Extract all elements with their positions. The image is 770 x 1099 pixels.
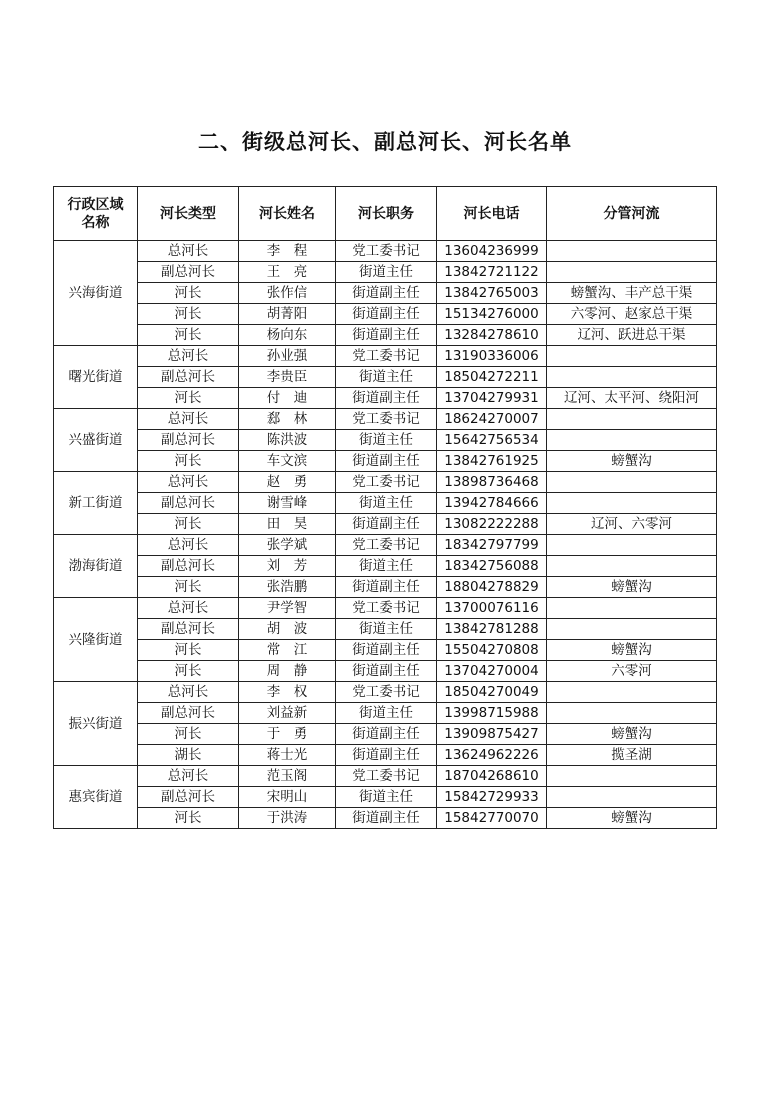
chief-type-cell: 总河长 [138,472,239,493]
chief-position-cell: 街道副主任 [336,451,437,472]
managed-rivers-cell: 辽河、六零河 [547,514,717,535]
chief-phone-cell: 18624270007 [437,409,547,430]
managed-rivers-cell [547,703,717,724]
header-rivers: 分管河流 [547,187,717,241]
managed-rivers-cell: 螃蟹沟 [547,724,717,745]
managed-rivers-cell: 六零河、赵家总干渠 [547,304,717,325]
chief-name-cell: 李贵臣 [239,367,336,388]
chief-position-cell: 街道副主任 [336,283,437,304]
river-chief-table [53,186,717,829]
chief-position-cell: 党工委书记 [336,535,437,556]
chief-name-cell: 付 迪 [239,388,336,409]
chief-type-cell: 副总河长 [138,262,239,283]
district-name-cell: 兴盛街道 [54,409,138,472]
chief-name-cell: 赵 勇 [239,472,336,493]
chief-name-cell: 于洪涛 [239,808,336,829]
table-row [54,409,717,430]
table-body [54,241,717,829]
managed-rivers-cell [547,430,717,451]
chief-type-cell: 副总河长 [138,787,239,808]
managed-rivers-cell: 螃蟹沟 [547,640,717,661]
chief-type-cell: 河长 [138,451,239,472]
chief-position-cell: 街道主任 [336,703,437,724]
chief-phone-cell: 13842761925 [437,451,547,472]
chief-position-cell: 党工委书记 [336,241,437,262]
chief-phone-cell: 18504270049 [437,682,547,703]
chief-type-cell: 总河长 [138,535,239,556]
table-row [54,367,717,388]
chief-position-cell: 党工委书记 [336,766,437,787]
chief-name-cell: 尹学智 [239,598,336,619]
chief-name-cell: 张作信 [239,283,336,304]
table-row [54,577,717,598]
chief-name-cell: 常 江 [239,640,336,661]
chief-phone-cell: 13842721122 [437,262,547,283]
header-phone: 河长电话 [437,187,547,241]
chief-phone-cell: 13704270004 [437,661,547,682]
chief-type-cell: 河长 [138,388,239,409]
chief-type-cell: 总河长 [138,346,239,367]
district-name-cell: 渤海街道 [54,535,138,598]
table-row [54,640,717,661]
table-row [54,703,717,724]
chief-type-cell: 副总河长 [138,703,239,724]
managed-rivers-cell: 螃蟹沟 [547,808,717,829]
chief-name-cell: 张浩鹏 [239,577,336,598]
table-row [54,598,717,619]
chief-position-cell: 街道主任 [336,262,437,283]
chief-type-cell: 河长 [138,724,239,745]
chief-position-cell: 街道副主任 [336,661,437,682]
chief-name-cell: 田 昊 [239,514,336,535]
managed-rivers-cell: 辽河、太平河、绕阳河 [547,388,717,409]
chief-type-cell: 河长 [138,325,239,346]
header-name: 河长姓名 [239,187,336,241]
table-row [54,304,717,325]
chief-name-cell: 李 权 [239,682,336,703]
header-district-line2: 名称 [81,214,110,231]
chief-position-cell: 街道主任 [336,787,437,808]
table-row [54,787,717,808]
managed-rivers-cell [547,619,717,640]
chief-phone-cell: 13842781288 [437,619,547,640]
chief-name-cell: 孙业强 [239,346,336,367]
table-row [54,556,717,577]
chief-position-cell: 街道副主任 [336,808,437,829]
chief-name-cell: 周 静 [239,661,336,682]
chief-position-cell: 党工委书记 [336,598,437,619]
chief-type-cell: 河长 [138,808,239,829]
chief-type-cell: 副总河长 [138,493,239,514]
chief-type-cell: 总河长 [138,682,239,703]
chief-type-cell: 总河长 [138,598,239,619]
managed-rivers-cell [547,409,717,430]
chief-phone-cell: 15842770070 [437,808,547,829]
chief-type-cell: 总河长 [138,766,239,787]
district-name-cell: 新工街道 [54,472,138,535]
chief-phone-cell: 13284278610 [437,325,547,346]
chief-phone-cell: 15642756534 [437,430,547,451]
chief-name-cell: 范玉阁 [239,766,336,787]
chief-position-cell: 党工委书记 [336,346,437,367]
chief-phone-cell: 18804278829 [437,577,547,598]
chief-position-cell: 街道副主任 [336,640,437,661]
table-header-row [54,187,717,241]
managed-rivers-cell: 螃蟹沟 [547,451,717,472]
managed-rivers-cell [547,346,717,367]
table-row [54,472,717,493]
chief-name-cell: 胡 波 [239,619,336,640]
chief-type-cell: 河长 [138,304,239,325]
chief-type-cell: 湖长 [138,745,239,766]
chief-name-cell: 郄 林 [239,409,336,430]
table-row [54,514,717,535]
chief-phone-cell: 15842729933 [437,787,547,808]
chief-position-cell: 街道主任 [336,367,437,388]
managed-rivers-cell [547,556,717,577]
chief-name-cell: 李 程 [239,241,336,262]
chief-phone-cell: 18504272211 [437,367,547,388]
table-row [54,430,717,451]
managed-rivers-cell [547,766,717,787]
chief-position-cell: 党工委书记 [336,682,437,703]
chief-type-cell: 河长 [138,577,239,598]
chief-position-cell: 街道副主任 [336,514,437,535]
district-name-cell: 曙光街道 [54,346,138,409]
managed-rivers-cell: 揽圣湖 [547,745,717,766]
chief-name-cell: 刘 芳 [239,556,336,577]
chief-name-cell: 车文滨 [239,451,336,472]
table-row [54,283,717,304]
header-position: 河长职务 [336,187,437,241]
chief-phone-cell: 18704268610 [437,766,547,787]
chief-name-cell: 王 亮 [239,262,336,283]
chief-position-cell: 街道主任 [336,430,437,451]
managed-rivers-cell [547,787,717,808]
chief-phone-cell: 13942784666 [437,493,547,514]
table-row [54,745,717,766]
chief-phone-cell: 13700076116 [437,598,547,619]
table-row [54,241,717,262]
chief-position-cell: 街道副主任 [336,577,437,598]
chief-phone-cell: 13082222288 [437,514,547,535]
district-name-cell: 振兴街道 [54,682,138,766]
header-district [54,187,138,241]
managed-rivers-cell [547,535,717,556]
chief-name-cell: 陈洪波 [239,430,336,451]
chief-phone-cell: 13190336006 [437,346,547,367]
chief-phone-cell: 13604236999 [437,241,547,262]
chief-phone-cell: 13998715988 [437,703,547,724]
chief-type-cell: 副总河长 [138,556,239,577]
table-row [54,388,717,409]
chief-name-cell: 杨向东 [239,325,336,346]
table-row [54,535,717,556]
chief-type-cell: 河长 [138,640,239,661]
table-row [54,808,717,829]
chief-position-cell: 街道主任 [336,493,437,514]
chief-type-cell: 副总河长 [138,619,239,640]
chief-position-cell: 街道副主任 [336,304,437,325]
chief-phone-cell: 15134276000 [437,304,547,325]
managed-rivers-cell [547,493,717,514]
chief-type-cell: 副总河长 [138,367,239,388]
managed-rivers-cell [547,262,717,283]
chief-position-cell: 党工委书记 [336,472,437,493]
chief-name-cell: 刘益新 [239,703,336,724]
chief-position-cell: 街道副主任 [336,724,437,745]
district-name-cell: 兴海街道 [54,241,138,346]
chief-phone-cell: 13842765003 [437,283,547,304]
managed-rivers-cell [547,472,717,493]
table-row [54,619,717,640]
table-row [54,724,717,745]
chief-type-cell: 河长 [138,514,239,535]
managed-rivers-cell [547,367,717,388]
chief-name-cell: 胡菁阳 [239,304,336,325]
chief-phone-cell: 15504270808 [437,640,547,661]
district-name-cell: 兴隆街道 [54,598,138,682]
chief-name-cell: 蒋士光 [239,745,336,766]
chief-position-cell: 街道副主任 [336,325,437,346]
header-type: 河长类型 [138,187,239,241]
table-row [54,262,717,283]
district-name-cell: 惠宾街道 [54,766,138,829]
chief-type-cell: 副总河长 [138,430,239,451]
chief-position-cell: 街道主任 [336,619,437,640]
chief-phone-cell: 18342797799 [437,535,547,556]
chief-name-cell: 谢雪峰 [239,493,336,514]
managed-rivers-cell: 六零河 [547,661,717,682]
table-row [54,451,717,472]
managed-rivers-cell: 螃蟹沟 [547,577,717,598]
chief-position-cell: 街道副主任 [336,388,437,409]
chief-name-cell: 于 勇 [239,724,336,745]
header-district-line1: 行政区域 [67,196,124,213]
chief-position-cell: 党工委书记 [336,409,437,430]
chief-phone-cell: 13898736468 [437,472,547,493]
managed-rivers-cell [547,598,717,619]
chief-type-cell: 总河长 [138,241,239,262]
table-row [54,325,717,346]
chief-phone-cell: 13704279931 [437,388,547,409]
table-row [54,346,717,367]
managed-rivers-cell [547,682,717,703]
table-row [54,661,717,682]
chief-type-cell: 河长 [138,661,239,682]
chief-type-cell: 总河长 [138,409,239,430]
chief-phone-cell: 13624962226 [437,745,547,766]
chief-name-cell: 宋明山 [239,787,336,808]
table-row [54,493,717,514]
table-row [54,766,717,787]
page-title: 二、街级总河长、副总河长、河长名单 [198,130,572,155]
chief-position-cell: 街道主任 [336,556,437,577]
chief-position-cell: 街道副主任 [336,745,437,766]
chief-type-cell: 河长 [138,283,239,304]
chief-name-cell: 张学斌 [239,535,336,556]
chief-phone-cell: 13909875427 [437,724,547,745]
managed-rivers-cell: 螃蟹沟、丰产总干渠 [547,283,717,304]
managed-rivers-cell: 辽河、跃进总干渠 [547,325,717,346]
chief-phone-cell: 18342756088 [437,556,547,577]
managed-rivers-cell [547,241,717,262]
table-row [54,682,717,703]
